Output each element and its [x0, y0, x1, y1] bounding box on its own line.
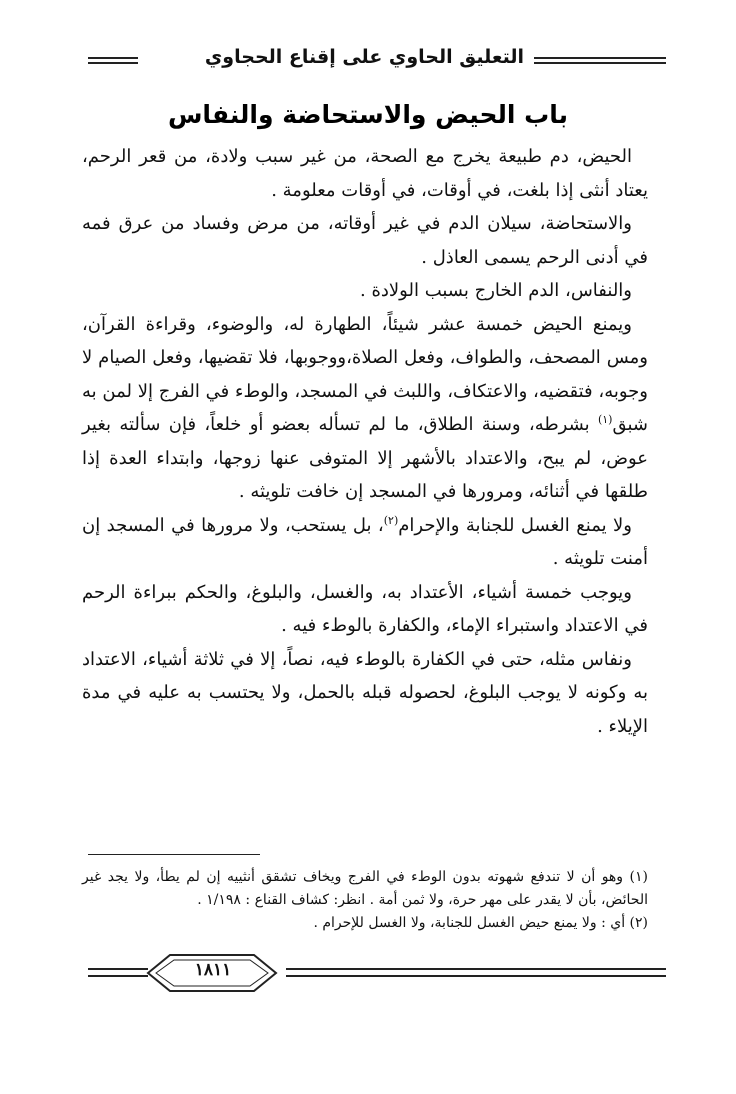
page-number: ١٨١١ — [194, 960, 232, 980]
footnote-2: (٢) أي : ولا يمنع حيض الغسل للجنابة، ولا الغسل للإحرام . — [313, 915, 648, 931]
running-header — [88, 44, 666, 78]
paragraph-istihada-definition: والاستحاضة، سيلان الدم في غير أوقاته، من مرض وفساد من عرق فمه في أدنى الرحم يسمى العاذل . — [82, 213, 648, 268]
paragraph-nifas-definition: والنفاس، الدم الخارج بسبب الولادة . — [360, 280, 632, 301]
footnote-separator — [88, 854, 260, 855]
footnote-1: (١) وهو أن لا تندفع شهوته بدون الوطء في الفرج ويخاف تشقق أنثييه إن لم يطأ، ولا يجد غير الحائض، بأن لا يقدر على مهر حرة، ولا ثمن أمة . انظر: كشاف القناع : ١/١٩٨ . — [82, 869, 648, 908]
paragraph-hayd-definition: الحيض، دم طبيعة يخرج مع الصحة، من غير سبب ولادة، من قعر الرحم، يعتاد أنثى إذا بلغت، في أوقات، في أوقات معلومة . — [82, 146, 648, 201]
running-header-title: التعليق الحاوي على إقناع الحجاوي — [204, 46, 524, 68]
paragraph-hayd-prohibitions: ويمنع الحيض خمسة عشر شيئاً، الطهارة له، والوضوء، وقراءة القرآن، ومس المصحف، والطواف، وفعل الصلاة،ووجوبها، فلا تقضيها، وفعل الصيام لا وجوبه، فتقضيه، والاعتكاف، واللبث في المسجد، والوطء في الفرج إلا لمن به شبق$^{(١)}$ بشرطه، وسنة الطلاق، ما لم تسأله بعضو أو خلعاً، فإن سألته بغير عوض، لم يبح، والاعتداد بالأشهر إلا المتوفى عنها زوجها، وابتداء العدة إذا طلقها في أثنائه، ومرورها في المسجد إن خافت تلويثه . — [82, 313, 648, 502]
footnotes — [82, 866, 648, 935]
paragraph-hayd-obligations: ويوجب خمسة أشياء، الأعتداد به، والغسل، والبلوغ، والحكم ببراءة الرحم في الاعتداد واستبراء الإماء، والكفارة بالوطء فيه . — [82, 581, 648, 636]
header-rule-right — [534, 57, 666, 64]
header-rule-left — [88, 57, 138, 64]
paragraph-not-prohibited: ولا يمنع الغسل للجنابة والإحرام$^{(٢)}$، بل يستحب، ولا مرورها في المسجد إن أمنت تلويثه . — [82, 513, 648, 569]
chapter-title: باب الحيض والاستحاضة والنفاس — [167, 100, 569, 129]
paragraph-nifas-rules: ونفاس مثله، حتى في الكفارة بالوطء فيه، نصاً، إلا في ثلاثة أشياء، الاعتداد به وكونه لا يوجب البلوغ، لحصوله قبله بالحمل، ولا يحتسب به عليه في مدة الإيلاء . — [82, 648, 648, 737]
footnote-ref-1[interactable]: (١) — [597, 413, 613, 426]
body-text — [82, 140, 648, 743]
page-band-rule-left — [88, 968, 148, 977]
page-band-rule-right — [286, 968, 666, 977]
page-number-band — [88, 950, 666, 1000]
footnote-ref-2[interactable]: (٢) — [383, 513, 399, 527]
